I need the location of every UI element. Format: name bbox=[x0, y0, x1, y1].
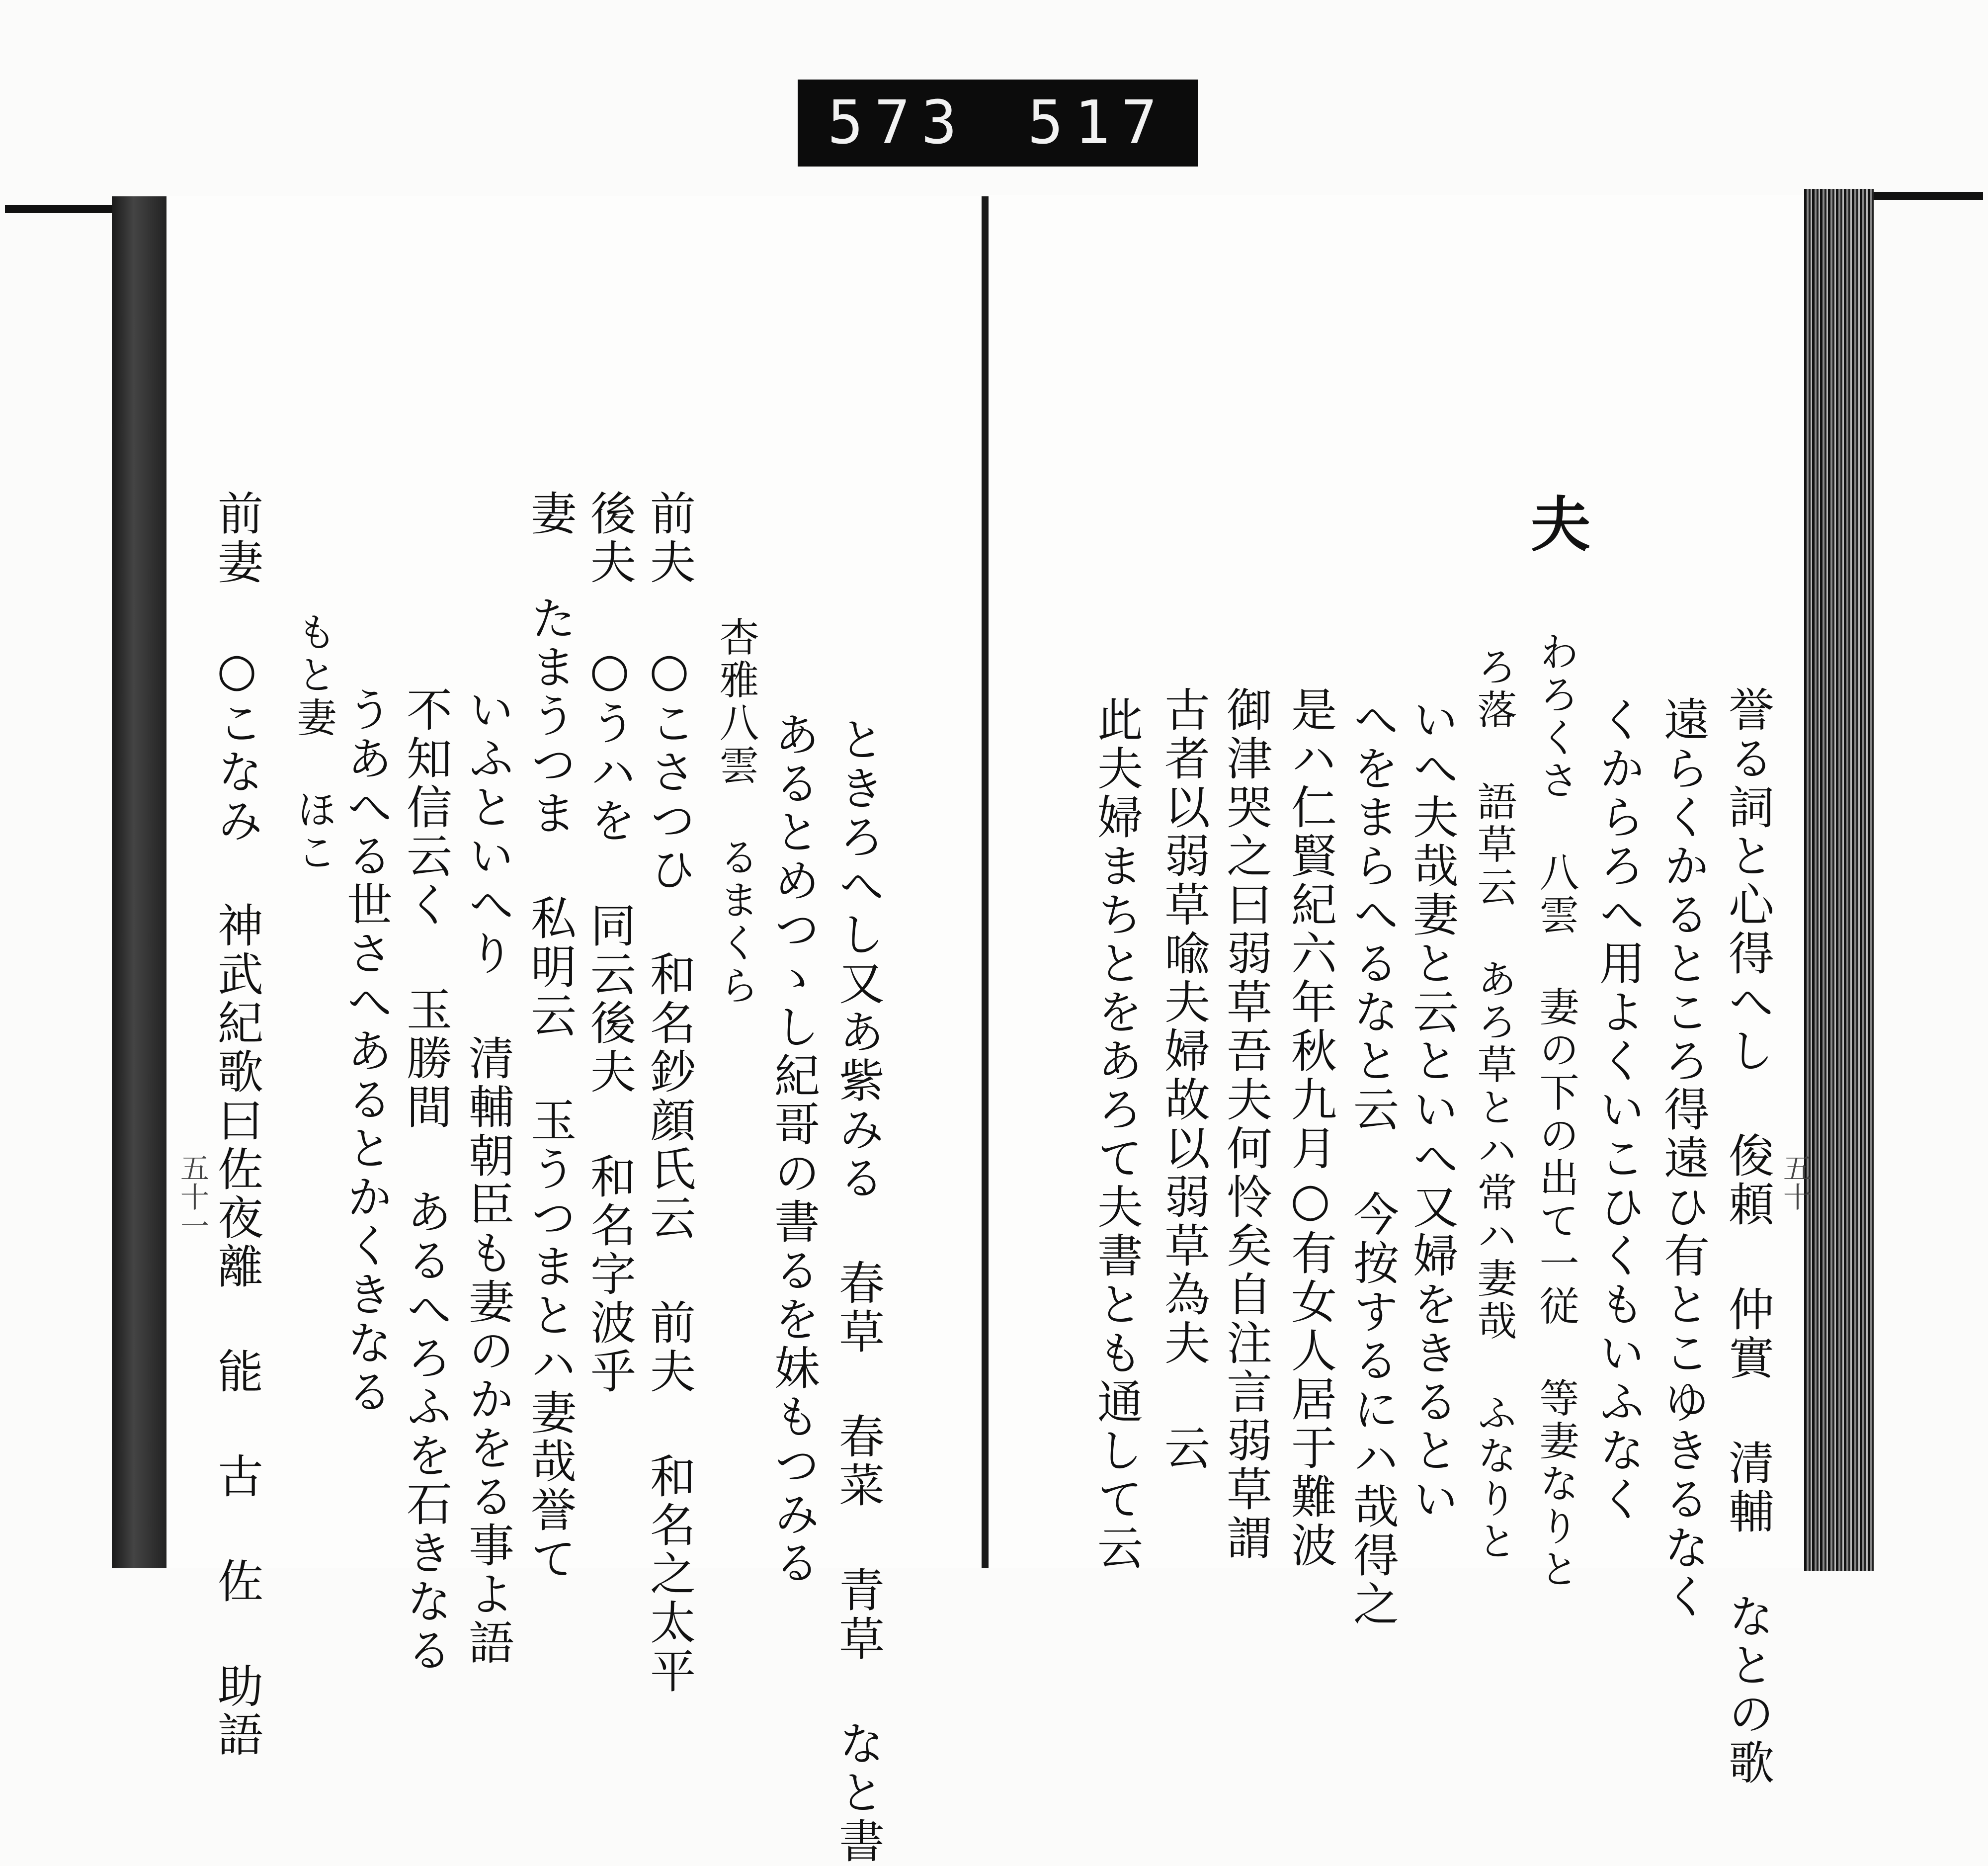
book-gutter bbox=[982, 196, 989, 1568]
text-column: 妻 たまうつま 私明云 玉うつまとハ妻哉誉て bbox=[523, 490, 577, 1584]
text-column: へをまらへるなと云 今按するにハ哉得之 bbox=[1346, 696, 1399, 1629]
text-column: 古者以弱草喩夫婦故以弱草為夫 云 bbox=[1157, 686, 1210, 1473]
archive-number-right: 517 bbox=[1027, 88, 1168, 158]
text-column: あるとめつゝし紀哥の書るを妹もつみる bbox=[767, 711, 820, 1588]
page-number: 五十一 bbox=[175, 1153, 209, 1240]
text-column: もと妻 ほこ bbox=[290, 611, 336, 874]
entry-heading: 夫 bbox=[1531, 490, 1590, 560]
text-column: 誉る詞と心得へし 俊頼 仲實 清輔 なとの歌 bbox=[1721, 686, 1774, 1787]
archive-number-plate bbox=[798, 80, 1198, 167]
text-column: いへ夫哉妻と云といへ又婦をきるとい bbox=[1406, 696, 1459, 1524]
text-column: 前妻 ○こなみ 神武紀歌曰佐夜離 能 古 佐 助語 bbox=[210, 490, 263, 1760]
text-column: ときろへし又あ紫みる 春草 春菜 青草 なと書 bbox=[831, 716, 885, 1866]
text-column: いふといへり 清輔朝臣も妻のかをる事よ語 bbox=[461, 686, 514, 1668]
text-column: 御津哭之曰弱草吾夫何怜矣自注言弱草謂 bbox=[1219, 686, 1272, 1563]
text-column: 遠らくかるところ得遠ひ有とこゆきるなく bbox=[1657, 696, 1710, 1621]
text-column: ろ落 語草云 あろ草とハ常ハ妻哉 ふなりと bbox=[1471, 646, 1517, 1563]
text-column: 後夫 ○うハを 同云後夫 和名字波乎 bbox=[583, 490, 636, 1396]
page-number: 五十 bbox=[1778, 1153, 1812, 1211]
text-column: 杏雅八雲 るまくら bbox=[713, 616, 759, 1008]
text-column: 不知信云く 玉勝間 あるへろふを石きなる bbox=[399, 686, 452, 1675]
text-column: 前夫 ○こさつひ 和名鈔顔氏云 前夫 和名之太平 bbox=[643, 490, 696, 1696]
left-page-edge bbox=[112, 196, 166, 1568]
archive-number-left: 573 bbox=[827, 88, 968, 158]
text-column: うあへる世さへあるとかくきなる bbox=[339, 686, 393, 1417]
text-column: くからろへ用よくいこひくもいふなく bbox=[1592, 696, 1645, 1524]
text-column: 此夫婦まちとをあろて夫書とも通して云 bbox=[1090, 696, 1143, 1573]
text-column: わろくさ 八雲 妻の下の出て一従 等妻なりと bbox=[1533, 631, 1579, 1591]
text-column: 是ハ仁賢紀六年秋九月○有女人居于難波 bbox=[1284, 686, 1337, 1570]
right-page-block bbox=[1804, 189, 1874, 1571]
